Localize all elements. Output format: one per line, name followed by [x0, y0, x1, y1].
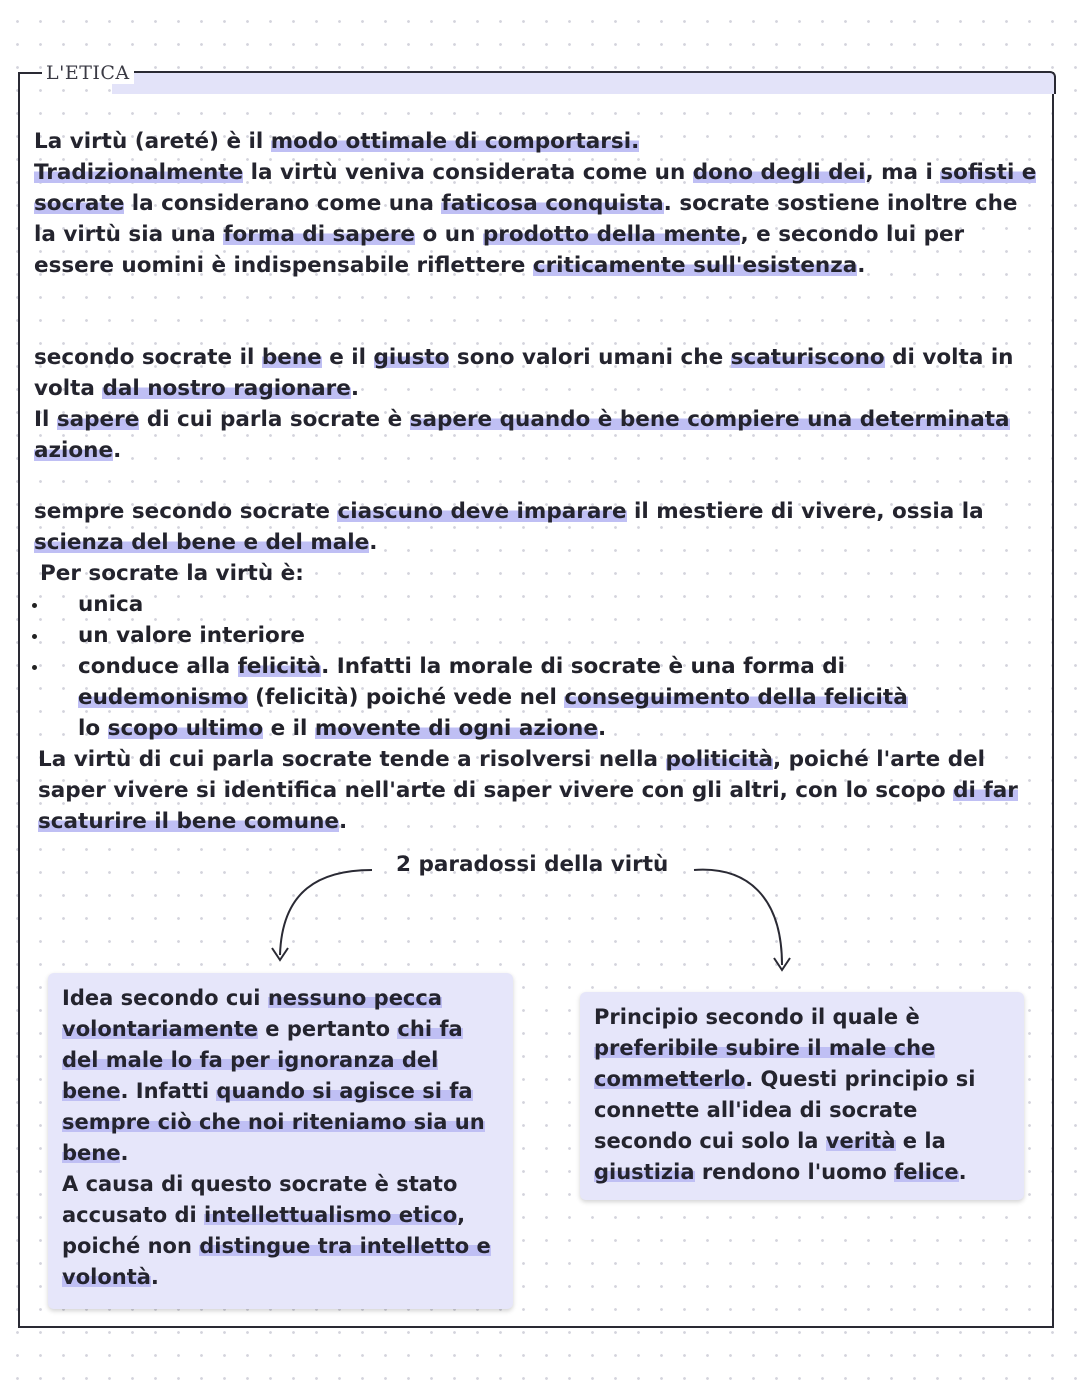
text: , ma i: [865, 160, 941, 185]
text: (felicità) poiché vede nel: [247, 685, 565, 710]
highlight: conseguimento della felicità: [564, 685, 908, 710]
text: secondo socrate il: [34, 345, 262, 370]
highlight: verità: [825, 1129, 896, 1153]
highlight: forma di sapere: [223, 222, 416, 247]
highlight: movente di ogni azione: [314, 716, 598, 741]
page-title: L'ETICA: [42, 62, 134, 84]
text: un valore interiore: [78, 623, 305, 648]
paradox-card-suffer-evil: [580, 992, 1024, 1200]
text: la virtù veniva considerata come un: [243, 160, 693, 185]
left-arrow-curve: [280, 870, 372, 955]
highlight: politicità: [665, 747, 773, 772]
text: .: [350, 376, 360, 401]
text: sempre secondo socrate: [34, 499, 338, 524]
text: e la: [895, 1129, 946, 1153]
text: la considerano come una: [124, 191, 442, 216]
text: di volta in volta: [34, 345, 1014, 401]
text: .: [113, 438, 122, 463]
highlight: dal nostro ragionare: [102, 376, 351, 401]
text: .: [857, 253, 866, 278]
text: .: [597, 716, 607, 741]
highlight: Tradizionalmente: [34, 160, 244, 185]
text: e il: [263, 716, 315, 741]
text: . Questi principio si connette all'idea di socrate secondo cui solo la: [594, 1067, 976, 1153]
text: lo: [78, 716, 108, 741]
highlight: quando si agisce si fa sempre ciò che noi riteniamo sia un bene: [62, 1079, 485, 1165]
paradox-card-ignorance: [48, 973, 513, 1309]
text: .: [369, 530, 378, 555]
text: . Infatti la morale di socrate è una forma di: [321, 654, 846, 679]
highlight: nessuno pecca volontariamente: [62, 986, 443, 1041]
highlight: intellettualismo etico: [204, 1203, 458, 1227]
text: .: [150, 1265, 159, 1289]
text: . socrate sostiene inoltre che la virtù sia una: [34, 191, 1018, 247]
list-intro: Per socrate la virtù è:: [40, 561, 304, 586]
right-arrow-curve: [694, 870, 782, 965]
text: e pertanto: [257, 1017, 398, 1041]
highlight: di far scaturire il bene comune: [38, 778, 1018, 834]
text: conduce alla: [78, 654, 238, 679]
highlight: dono degli dei: [692, 160, 866, 185]
highlight: sapere quando è bene compiere una determinata azione: [34, 407, 1010, 463]
text: o un: [415, 222, 483, 247]
diagram-title: 2 paradossi della virtù: [396, 852, 669, 877]
text: .: [120, 1141, 129, 1165]
text: . Infatti: [120, 1079, 217, 1103]
text: Principio secondo il quale è: [594, 1005, 920, 1029]
highlight: prodotto della mente: [482, 222, 741, 247]
text: .: [338, 809, 348, 834]
text: La virtù (areté) è il: [34, 129, 271, 154]
highlight: distingue tra intelletto e volontà: [62, 1234, 491, 1289]
highlight: faticosa conquista: [441, 191, 664, 216]
highlight: sofisti e socrate: [34, 160, 1037, 216]
text: rendono l'uomo: [694, 1160, 895, 1184]
highlight: giustizia: [594, 1160, 695, 1184]
text: il mestiere di vivere, ossia la: [626, 499, 984, 524]
text: Il: [34, 407, 57, 432]
text: , e secondo lui per essere uomini è indispensabile riflettere: [34, 222, 965, 278]
highlight: eudemonismo: [78, 685, 248, 710]
text: , poiché l'arte del saper vivere si identifica nell'arte di saper vivere con gli altri, con lo scopo: [38, 747, 986, 803]
highlight: criticamente sull'esistenza: [532, 253, 858, 278]
highlight: preferibile subire il male che commetterlo: [594, 1036, 936, 1091]
text: e il: [321, 345, 374, 370]
highlight: giusto: [373, 345, 450, 370]
text: sono valori umani che: [449, 345, 731, 370]
text: di cui parla socrate è: [139, 407, 410, 432]
text: La virtù di cui parla socrate tende a risolversi nella: [38, 747, 666, 772]
highlight: felice: [894, 1160, 959, 1184]
highlight: felicità: [237, 654, 322, 679]
text: Idea secondo cui: [62, 986, 268, 1010]
highlight: chi fa del male lo fa per ignoranza del bene: [62, 1017, 463, 1103]
highlight: scopo ultimo: [107, 716, 264, 741]
text: A causa di questo socrate è stato accusato di: [62, 1172, 458, 1227]
highlight: bene: [261, 345, 322, 370]
text: .: [958, 1160, 967, 1184]
text: , poiché non: [62, 1203, 466, 1258]
highlight: scaturiscono: [730, 345, 885, 370]
highlight: sapere: [56, 407, 140, 432]
highlight: scienza del bene e del male: [34, 530, 370, 555]
text: unica: [78, 592, 144, 617]
highlight: ciascuno deve imparare: [337, 499, 627, 524]
highlight: modo ottimale di comportarsi.: [270, 129, 640, 154]
